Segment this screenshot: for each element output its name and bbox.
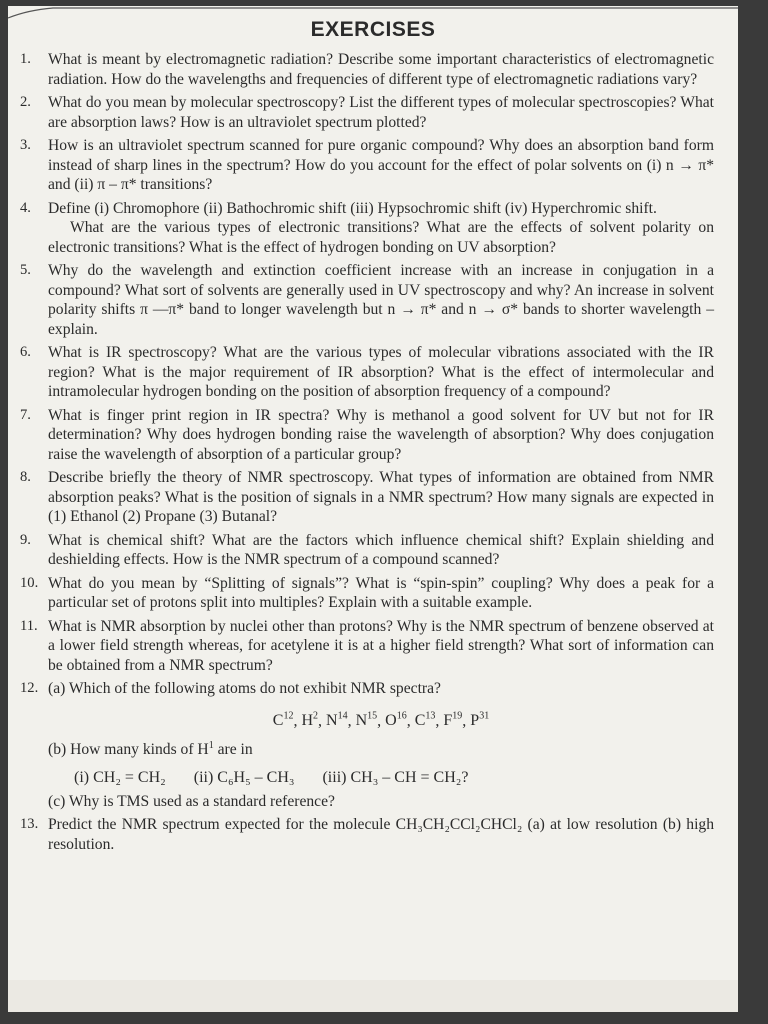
exercise-text: Why do the wavelength and extinction coefficient increase with an increase in conjugation in a compound? What sort of solvents are generally used in UV spectroscopy and why? An increase in solvent polarity shifts π —π* band to longer wavelength but n → π* and n → σ* bands to shorter wavelength – explain. <box>48 262 714 338</box>
question-part-b <box>48 736 714 760</box>
question-part-a: (a) Which of the following atoms do not exhibit NMR spectra? <box>48 680 441 697</box>
nucleus-symbol <box>415 712 436 729</box>
exercise-item <box>20 93 714 132</box>
mass-number: 16 <box>396 710 407 722</box>
part-b-prefix: (b) How many kinds of H <box>48 741 209 759</box>
exercise-number: 10. <box>20 574 39 591</box>
exercise-number: 8. <box>20 469 31 485</box>
exercise-item-13 <box>20 815 714 854</box>
exercise-number: 11. <box>20 617 38 634</box>
exercise-item <box>20 50 714 89</box>
exercise-number: 3. <box>20 137 31 153</box>
exercise-item <box>20 261 714 339</box>
molecule-propene: (iii) CH₃ – CH = CH₂? <box>322 769 469 787</box>
page-bottom-shadow <box>8 980 738 1012</box>
textbook-page <box>8 6 738 1012</box>
exercise-number: 2. <box>20 94 31 110</box>
element-symbol: P <box>470 711 480 729</box>
exercise-item-12 <box>20 679 714 811</box>
nucleus-symbol <box>470 712 489 729</box>
exercise-item <box>20 531 714 570</box>
element-symbol: H <box>301 711 314 729</box>
exercise-item <box>20 343 714 402</box>
exercise-number: 5. <box>20 262 31 278</box>
exercise-text: What do you mean by “Splitting of signals”? What is “spin-spin” coupling? Why does a peak for a particular set of protons split into multiples? Explain with a suitable example. <box>48 574 714 611</box>
nucleus-symbol <box>356 712 378 729</box>
nuclei-list: $C^{12}$, $H^2$, $N^{14}$, $N^{15}$, $O^{16}$, $C^{13}$, $F^{19}$, $P^{31}$ <box>272 710 490 729</box>
exercise-number: 9. <box>20 531 31 548</box>
exercise-text: Predict the NMR spectrum expected for the molecule CH₃CH₂CCl₂CHCl₂ (a) at low resolution (b) high resolution. <box>48 816 714 853</box>
nucleus-symbol <box>326 712 348 729</box>
part-b-suffix: are in <box>213 741 253 759</box>
mass-number: 31 <box>479 710 490 722</box>
exercise-text: Define (i) Chromophore (ii) Bathochromic shift (iii) Hypsochromic shift (iv) Hyperchromic shift. <box>48 199 657 217</box>
element-symbol: N <box>355 711 368 729</box>
mass-number: 13 <box>425 710 436 722</box>
question-part-c: (c) Why is TMS used as a standard reference? <box>48 792 335 810</box>
mass-number: 19 <box>452 710 463 722</box>
molecule-ethene: (i) CH₂ = CH₂ <box>74 769 166 787</box>
exercise-list <box>20 50 714 858</box>
exercise-text: What do you mean by molecular spectroscopy? List the different types of molecular spectroscopies? What are absorption laws? How is an ultraviolet spectrum plotted? <box>48 94 714 131</box>
exercise-item <box>20 574 714 613</box>
exercise-item <box>20 617 714 676</box>
mass-number: 2 <box>313 710 319 722</box>
element-symbol: F <box>443 711 453 729</box>
exercise-item <box>20 468 714 527</box>
exercise-number: 13. <box>20 816 39 833</box>
exercise-text: What is chemical shift? What are the factors which influence chemical shift? Explain shielding and deshielding effects. How is the NMR spectrum of a compound scanned? <box>48 531 714 568</box>
exercise-number: 1. <box>20 51 31 67</box>
exercise-number: 6. <box>20 344 31 360</box>
part-b-superscript: 1 <box>208 740 214 752</box>
exercise-text: What is IR spectroscopy? What are the various types of molecular vibrations associated with the IR region? What is the major requirement of IR absorption? What is the effect of intermolecular and intramolecular hydrogen bonding on the position of absorption frequency of a compound? <box>48 344 714 400</box>
exercise-number: 4. <box>20 199 31 216</box>
mass-number: 14 <box>337 710 348 722</box>
molecule-list <box>48 768 714 788</box>
exercise-text: What is meant by electromagnetic radiation? Describe some important characteristics of electromagnetic radiation. How do the wavelengths and frequencies of different type of electromagnetic radiations vary? <box>48 51 714 88</box>
mass-number: 12 <box>283 710 294 722</box>
nucleus-symbol <box>443 712 462 729</box>
nucleus-symbol <box>385 712 407 729</box>
exercise-extra-text: What are the various types of electronic transitions? What are the effects of solvent polarity on electronic transitions? What is the effect of hydrogen bonding on UV absorption? <box>48 219 714 256</box>
element-symbol: N <box>326 711 338 729</box>
exercise-text: What is finger print region in IR spectra? Why is methanol a good solvent for UV but not for IR determination? Why does hydrogen bonding raise the wavelength of absorption? Why does conjugation raise the wavelength of absorption of a particular group? <box>48 406 714 463</box>
exercise-item <box>20 136 714 195</box>
exercise-text: How is an ultraviolet spectrum scanned for pure organic compound? Why does an absorption band form instead of sharp lines in the spectrum? How do you account for the effect of polar solvents on (i) n → π* and (ii) π – π* transitions? <box>48 137 714 193</box>
exercise-text: Describe briefly the theory of NMR spectroscopy. What types of information are obtained from NMR absorption peaks? What is the position of signals in a NMR spectrum? How many signals are expected in (1) Ethanol (2) Propane (3) Butanal? <box>48 469 714 525</box>
exercise-number: 12. <box>20 680 39 696</box>
exercise-item <box>20 406 714 465</box>
mass-number: 15 <box>367 710 378 722</box>
exercise-item <box>20 199 714 258</box>
element-symbol: C <box>272 711 284 729</box>
exercise-text: What is NMR absorption by nuclei other than protons? Why is the NMR spectrum of benzene observed at a lower field strength whereas, for acetylene it is at a higher field strength? What sort of information can be obtained from a NMR spectrum? <box>48 617 714 674</box>
molecule-toluene: (ii) C₆H₅ – CH₃ <box>193 769 295 787</box>
element-symbol: C <box>414 711 426 729</box>
nucleus-symbol <box>301 712 318 729</box>
element-symbol: O <box>385 711 397 729</box>
nucleus-symbol <box>273 712 294 729</box>
page-title: EXERCISES <box>310 18 436 41</box>
exercise-number: 7. <box>20 406 31 423</box>
